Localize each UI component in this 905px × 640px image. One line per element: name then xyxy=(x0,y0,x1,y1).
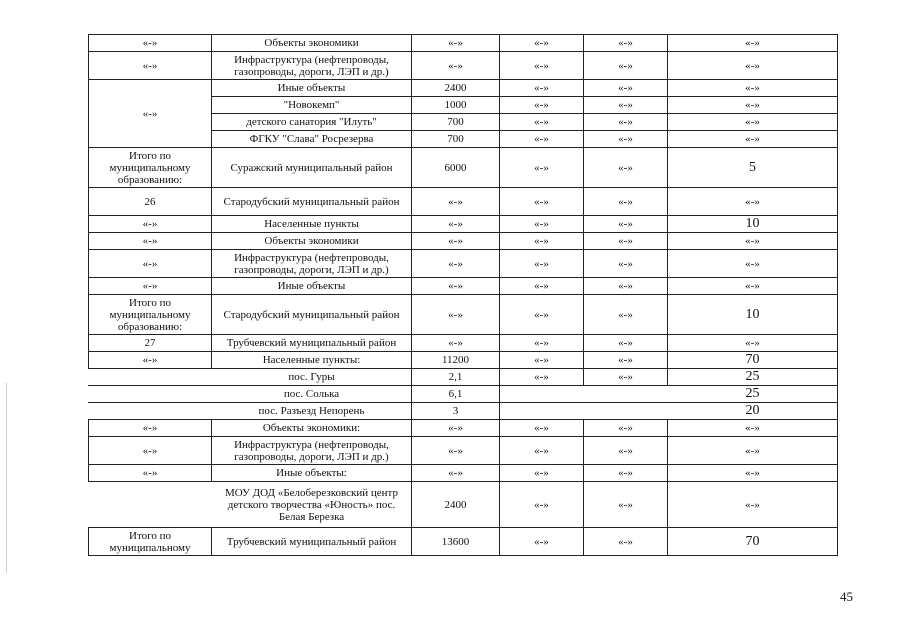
object-name-cell: Стародубский муниципальный район xyxy=(212,295,412,335)
table-row xyxy=(89,216,838,233)
col5-cell: «-» xyxy=(584,52,668,80)
col4-cell: «-» xyxy=(500,278,584,295)
col5-cell: «-» xyxy=(584,437,668,465)
table-row xyxy=(89,335,838,352)
row-number-cell: Итого по муниципальному образованию: xyxy=(89,295,212,335)
col5-cell: «-» xyxy=(584,482,668,528)
result-cell: 70 xyxy=(668,352,838,369)
result-cell: «-» xyxy=(668,52,838,80)
col4-cell: «-» xyxy=(500,52,584,80)
row-number-cell: «-» xyxy=(89,437,212,465)
col5-cell: «-» xyxy=(584,335,668,352)
result-cell: «-» xyxy=(668,233,838,250)
table-row xyxy=(89,295,838,335)
table-row xyxy=(89,482,838,528)
table-row xyxy=(89,35,838,52)
result-cell: 20 xyxy=(668,403,838,420)
col4-cell: «-» xyxy=(500,420,584,437)
object-name-cell: пос. Солька xyxy=(212,386,412,403)
table-row xyxy=(89,233,838,250)
value-cell: «-» xyxy=(412,465,500,482)
result-cell: «-» xyxy=(668,482,838,528)
object-name-cell: МОУ ДОД «Белоберезковский центр детского творчества «Юность» пос. Белая Берeзка xyxy=(212,482,412,528)
result-cell: «-» xyxy=(668,278,838,295)
col4-cell: «-» xyxy=(500,335,584,352)
table-row xyxy=(89,352,838,369)
col4-cell: «-» xyxy=(500,437,584,465)
object-name-cell: Инфраструктура (нефтепроводы, газопроводы, дороги, ЛЭП и др.) xyxy=(212,52,412,80)
object-name-cell: Объекты экономики xyxy=(212,35,412,52)
result-cell: «-» xyxy=(668,114,838,131)
col5-cell: «-» xyxy=(584,369,668,386)
object-name-cell: Трубчевский муниципальный район xyxy=(212,335,412,352)
result-cell: 25 xyxy=(668,386,838,403)
value-cell: «-» xyxy=(412,278,500,295)
object-name-cell: Суражский муниципальный район xyxy=(212,148,412,188)
object-name-cell: пос. Гуры xyxy=(212,369,412,386)
row-number-cell: «-» xyxy=(89,352,212,369)
object-name-cell: детского санатория "Илуть" xyxy=(212,114,412,131)
col5-cell: «-» xyxy=(584,233,668,250)
table-row xyxy=(89,250,838,278)
col5-cell: «-» xyxy=(584,352,668,369)
table-row xyxy=(89,278,838,295)
value-cell: 2400 xyxy=(412,482,500,528)
col5-cell xyxy=(584,403,668,420)
scan-margin-line xyxy=(6,383,7,573)
col5-cell: «-» xyxy=(584,131,668,148)
col4-cell: «-» xyxy=(500,80,584,97)
col4-cell: «-» xyxy=(500,369,584,386)
col5-cell xyxy=(584,386,668,403)
col5-cell: «-» xyxy=(584,188,668,216)
col5-cell: «-» xyxy=(584,114,668,131)
result-cell: 5 xyxy=(668,148,838,188)
col4-cell: «-» xyxy=(500,148,584,188)
result-cell: «-» xyxy=(668,35,838,52)
value-cell: «-» xyxy=(412,250,500,278)
result-cell: «-» xyxy=(668,188,838,216)
table-row xyxy=(89,188,838,216)
result-cell: «-» xyxy=(668,437,838,465)
value-cell: «-» xyxy=(412,188,500,216)
table-row xyxy=(89,148,838,188)
object-name-cell: Населенные пункты xyxy=(212,216,412,233)
result-cell: «-» xyxy=(668,80,838,97)
value-cell: «-» xyxy=(412,233,500,250)
row-number-cell xyxy=(89,482,212,528)
object-name-cell: Трубчевский муниципальный район xyxy=(212,528,412,556)
col5-cell: «-» xyxy=(584,250,668,278)
value-cell: «-» xyxy=(412,216,500,233)
col5-cell: «-» xyxy=(584,97,668,114)
col5-cell: «-» xyxy=(584,216,668,233)
result-cell: «-» xyxy=(668,131,838,148)
value-cell: 6000 xyxy=(412,148,500,188)
row-number-cell: «-» xyxy=(89,216,212,233)
result-cell: 70 xyxy=(668,528,838,556)
col4-cell: «-» xyxy=(500,465,584,482)
col4-cell: «-» xyxy=(500,352,584,369)
result-cell: 25 xyxy=(668,369,838,386)
result-cell: «-» xyxy=(668,465,838,482)
col4-cell: «-» xyxy=(500,216,584,233)
object-name-cell: Инфраструктура (нефтепроводы, газопроводы, дороги, ЛЭП и др.) xyxy=(212,250,412,278)
value-cell: 3 xyxy=(412,403,500,420)
col4-cell: «-» xyxy=(500,114,584,131)
result-cell: «-» xyxy=(668,335,838,352)
table-row xyxy=(89,437,838,465)
value-cell: 13600 xyxy=(412,528,500,556)
document-table xyxy=(88,34,838,556)
object-name-cell: Населенные пункты: xyxy=(212,352,412,369)
col4-cell: «-» xyxy=(500,233,584,250)
object-name-cell: "Новокемп" xyxy=(212,97,412,114)
row-number-cell: Итого по муниципальному xyxy=(89,528,212,556)
object-name-cell: Иные объекты xyxy=(212,278,412,295)
object-name-cell: Инфраструктура (нефтепроводы, газопроводы, дороги, ЛЭП и др.) xyxy=(212,437,412,465)
table-row xyxy=(89,420,838,437)
value-cell: 1000 xyxy=(412,97,500,114)
table-row xyxy=(89,386,838,403)
col5-cell: «-» xyxy=(584,278,668,295)
row-number-cell: Итого по муниципальному образованию: xyxy=(89,148,212,188)
row-number-cell: «-» xyxy=(89,35,212,52)
result-cell: «-» xyxy=(668,250,838,278)
col5-cell: «-» xyxy=(584,295,668,335)
col4-cell: «-» xyxy=(500,188,584,216)
row-number-cell xyxy=(89,403,212,420)
object-name-cell: Стародубский муниципальный район xyxy=(212,188,412,216)
col4-cell: «-» xyxy=(500,250,584,278)
col4-cell: «-» xyxy=(500,131,584,148)
result-cell: 10 xyxy=(668,216,838,233)
col4-cell: «-» xyxy=(500,528,584,556)
object-name-cell: Иные объекты xyxy=(212,80,412,97)
row-number-cell: 26 xyxy=(89,188,212,216)
value-cell: 700 xyxy=(412,131,500,148)
object-name-cell: ФГКУ "Слава" Росрезерва xyxy=(212,131,412,148)
table-row xyxy=(89,369,838,386)
object-name-cell: Объекты экономики xyxy=(212,233,412,250)
value-cell: «-» xyxy=(412,295,500,335)
value-cell: 2,1 xyxy=(412,369,500,386)
table-row xyxy=(89,52,838,80)
col4-cell xyxy=(500,386,584,403)
col4-cell: «-» xyxy=(500,35,584,52)
col4-cell: «-» xyxy=(500,97,584,114)
col5-cell: «-» xyxy=(584,35,668,52)
result-cell: 10 xyxy=(668,295,838,335)
value-cell: 6,1 xyxy=(412,386,500,403)
row-number-cell: «-» xyxy=(89,465,212,482)
table-row xyxy=(89,528,838,556)
page-number: 45 xyxy=(840,589,853,604)
result-cell: «-» xyxy=(668,97,838,114)
row-number-cell: «-» xyxy=(89,278,212,295)
value-cell: «-» xyxy=(412,35,500,52)
col5-cell: «-» xyxy=(584,80,668,97)
value-cell: «-» xyxy=(412,335,500,352)
object-name-cell: Иные объекты: xyxy=(212,465,412,482)
col5-cell: «-» xyxy=(584,420,668,437)
table-row xyxy=(89,465,838,482)
value-cell: 11200 xyxy=(412,352,500,369)
value-cell: «-» xyxy=(412,420,500,437)
col4-cell: «-» xyxy=(500,482,584,528)
col4-cell xyxy=(500,403,584,420)
value-cell: «-» xyxy=(412,437,500,465)
row-number-cell xyxy=(89,386,212,403)
row-number-cell: «-» xyxy=(89,420,212,437)
row-number-cell: «-» xyxy=(89,233,212,250)
col5-cell: «-» xyxy=(584,528,668,556)
result-cell: «-» xyxy=(668,420,838,437)
row-number-cell: «-» xyxy=(89,80,212,148)
table-body xyxy=(89,35,838,556)
row-number-cell: «-» xyxy=(89,52,212,80)
object-name-cell: Объекты экономики: xyxy=(212,420,412,437)
row-number-cell: «-» xyxy=(89,250,212,278)
col5-cell: «-» xyxy=(584,148,668,188)
row-number-cell xyxy=(89,369,212,386)
table-row xyxy=(89,403,838,420)
col5-cell: «-» xyxy=(584,465,668,482)
table-row xyxy=(89,80,838,97)
row-number-cell: 27 xyxy=(89,335,212,352)
value-cell: «-» xyxy=(412,52,500,80)
object-name-cell: пос. Разъезд Непорень xyxy=(212,403,412,420)
value-cell: 2400 xyxy=(412,80,500,97)
col4-cell: «-» xyxy=(500,295,584,335)
value-cell: 700 xyxy=(412,114,500,131)
